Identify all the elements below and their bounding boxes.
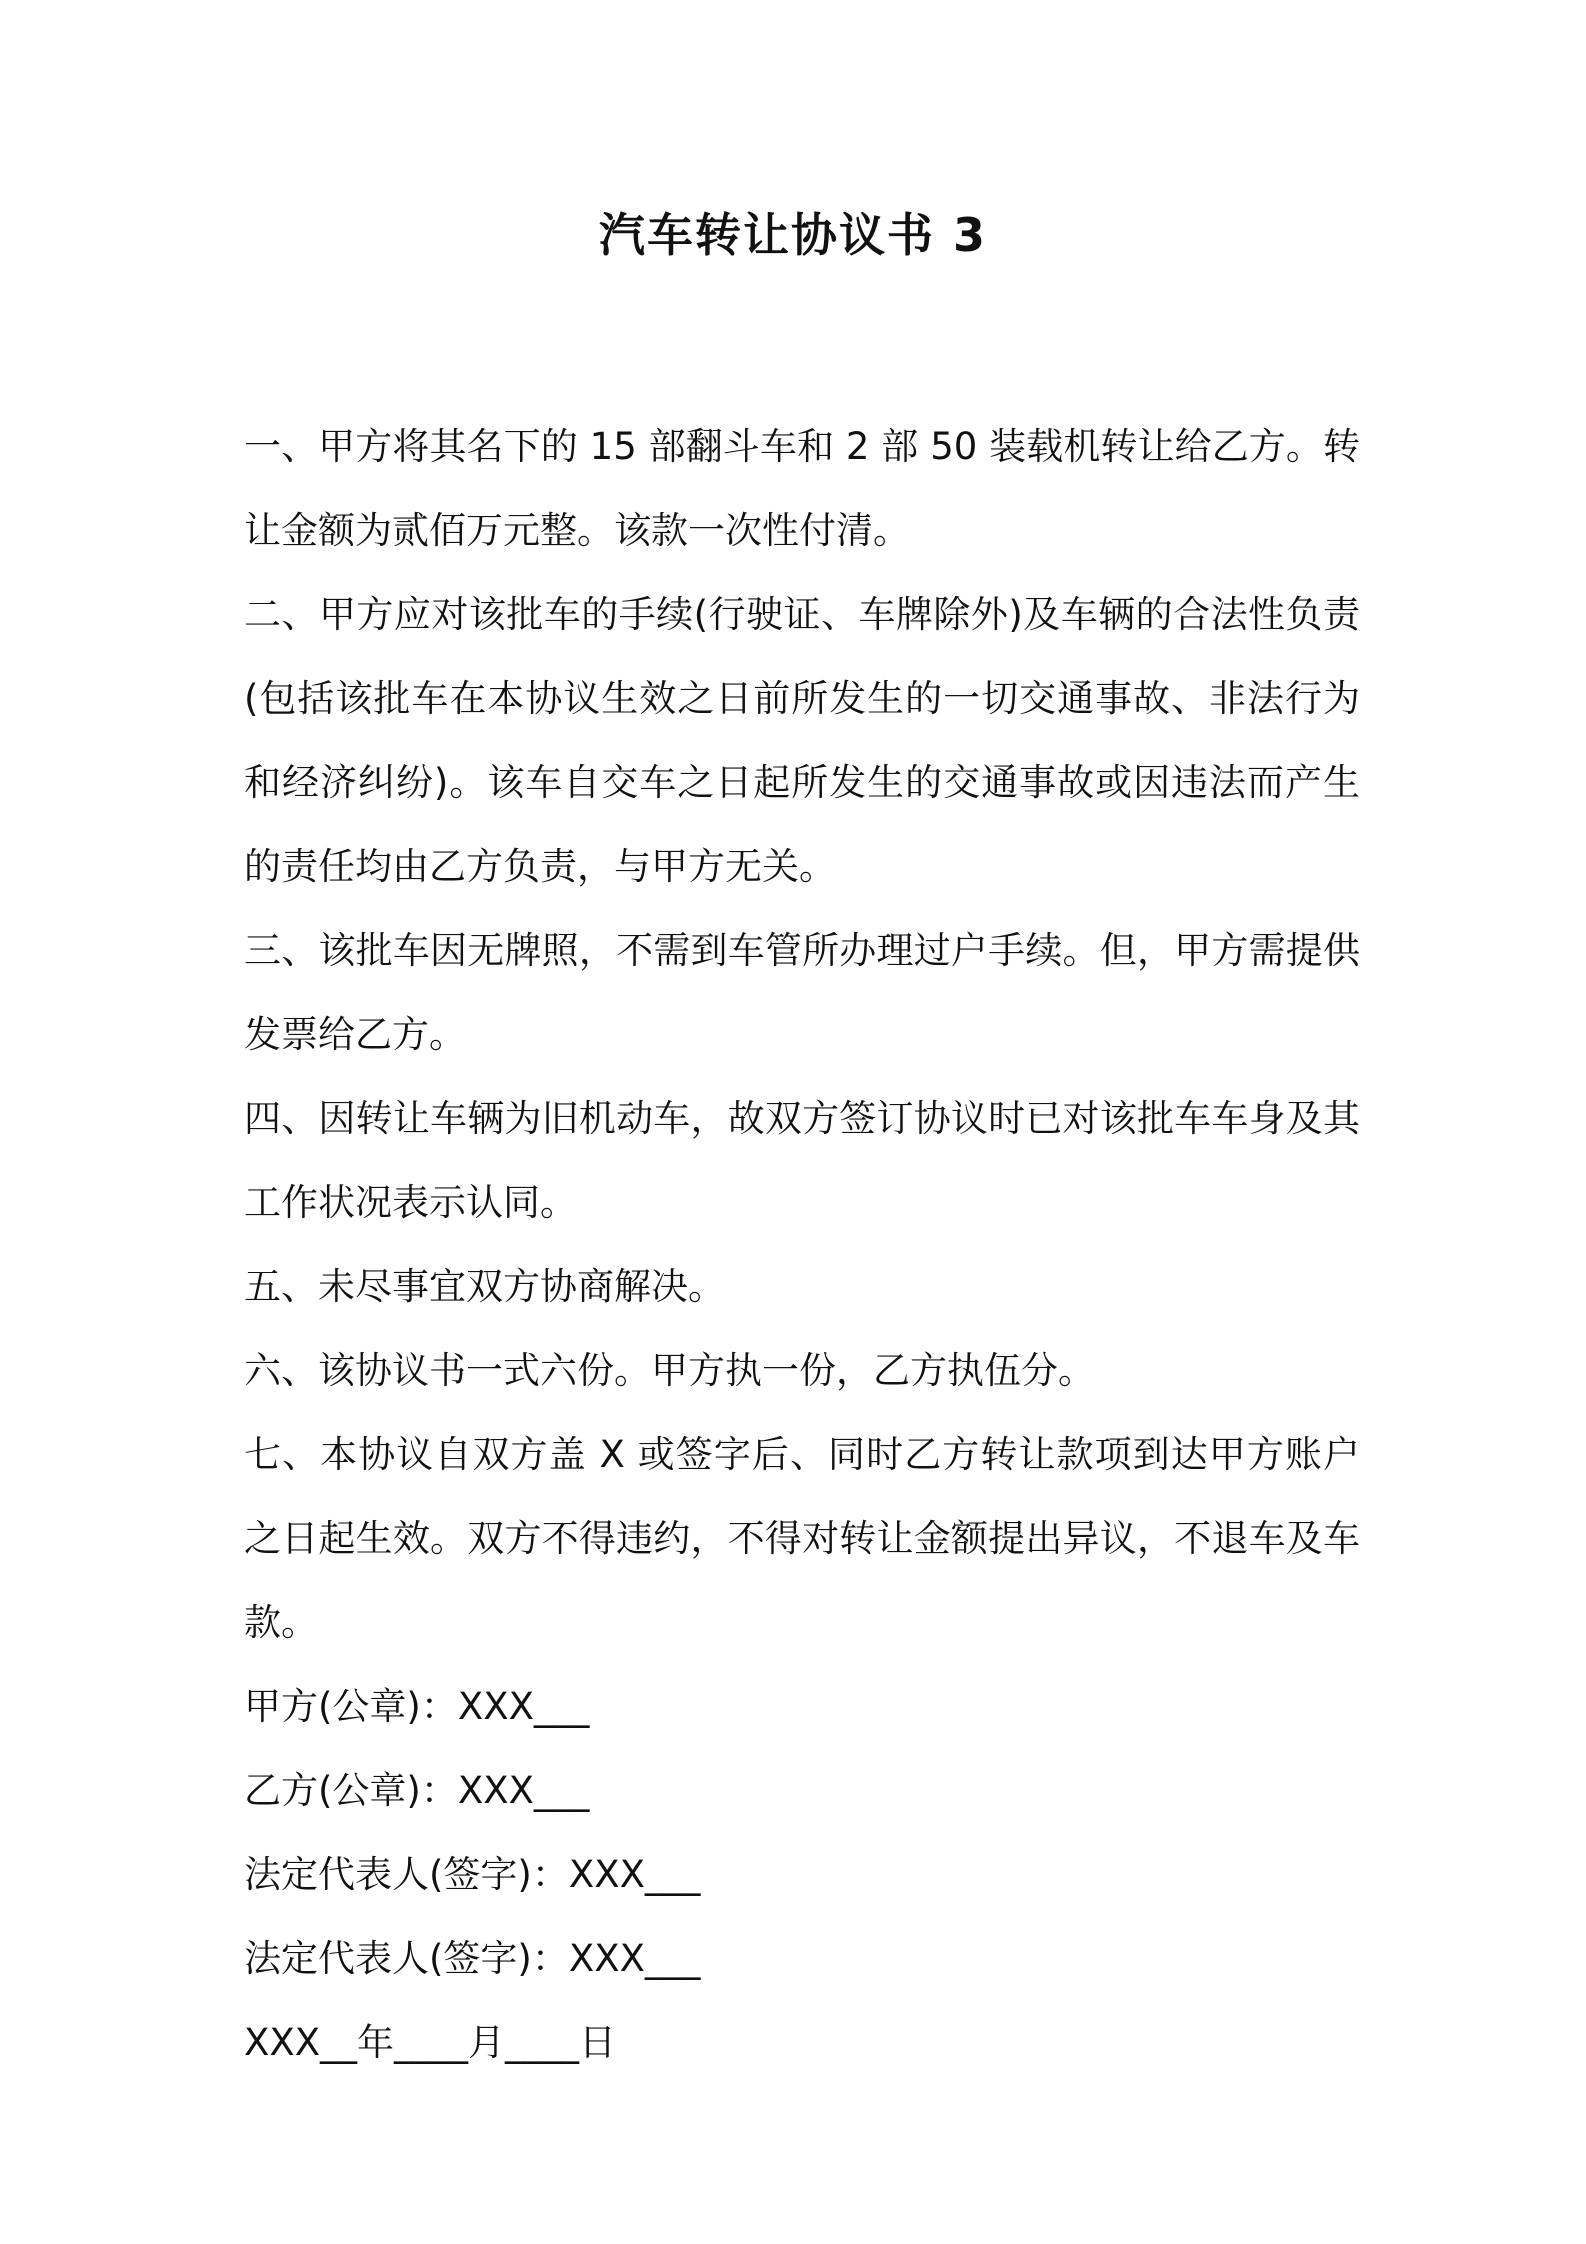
legal-rep-signature-line-a: 法定代表人(签字)：XXX___ bbox=[244, 1853, 701, 1896]
document-title: 汽车转让协议书 3 bbox=[598, 208, 988, 262]
legal-rep-signature-line-b: 法定代表人(签字)：XXX___ bbox=[244, 1937, 701, 1980]
clause-6: 六、该协议书一式六份。甲方执一份，乙方执伍分。 bbox=[244, 1349, 1095, 1392]
party-b-seal-line: 乙方(公章)：XXX___ bbox=[244, 1769, 590, 1812]
clause-3: 三、该批车因无牌照，不需到车管所办理过户手续。但，甲方需提供发票给乙方。 bbox=[244, 929, 1360, 1056]
clause-1: 一、甲方将其名下的 15 部翻斗车和 2 部 50 装载机转让给乙方。转让金额为贰佰万元整。该款一次性付清。 bbox=[244, 425, 1360, 552]
date-line: XXX__年____月____日 bbox=[244, 2021, 617, 2064]
party-a-seal-line: 甲方(公章)：XXX___ bbox=[244, 1685, 590, 1728]
clause-5: 五、未尽事宜双方协商解决。 bbox=[244, 1265, 725, 1308]
clause-2: 二、甲方应对该批车的手续(行驶证、车牌除外)及车辆的合法性负责(包括该批车在本协议生效之日前所发生的一切交通事故、非法行为和经济纠纷)。该车自交车之日起所发生的交通事故或因违法而产生的责任均由乙方负责，与甲方无关。 bbox=[244, 593, 1360, 888]
clause-4: 四、因转让车辆为旧机动车，故双方签订协议时已对该批车车身及其工作状况表示认同。 bbox=[244, 1097, 1360, 1224]
clause-7: 七、本协议自双方盖 X 或签字后、同时乙方转让款项到达甲方账户之日起生效。双方不得违约，不得对转让金额提出异议，不退车及车款。 bbox=[244, 1433, 1360, 1644]
document-body bbox=[244, 405, 1360, 2085]
